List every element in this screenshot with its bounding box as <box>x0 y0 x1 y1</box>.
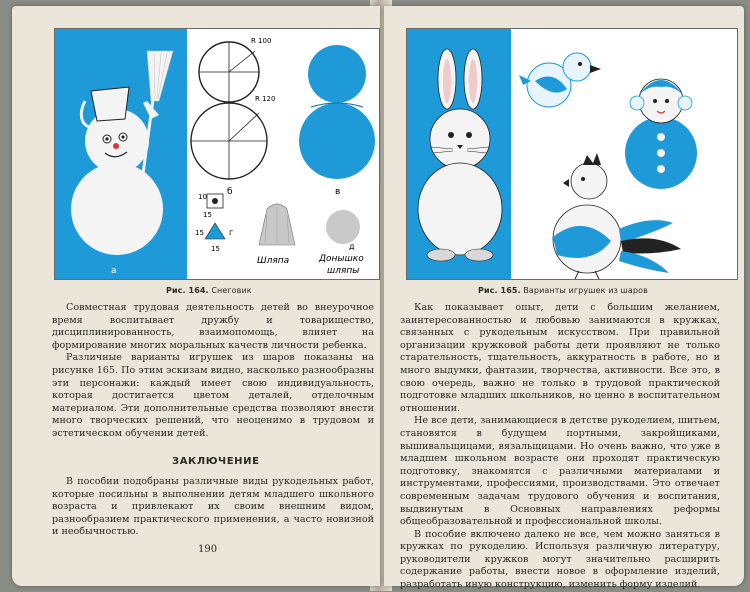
caption-number: Рис. 165. <box>478 286 521 295</box>
label-d: д <box>349 242 355 251</box>
figure-ball-toys <box>406 28 738 280</box>
figure-caption-164 <box>166 286 252 295</box>
left-page <box>12 6 380 586</box>
left-body-text <box>52 302 374 441</box>
label-a: а <box>111 266 117 276</box>
figure-caption-165 <box>478 286 648 295</box>
paragraph: Не все дети, занимающиеся в детстве рукоделием, шитьем, становятся в будущем портными, закройщиками, вышивальщицами, вязальщицами. Но очень важно, что уже в младшем школьном возрасте они проходят практическую подготовку, знакомятся с различными материалами и инструментами, профессиями, производствами. Это отвечает современным задачам трудового обучения и воспитания, выдвинутым в Основных направлениях реформы общеобразовательной и профессиональной школы. <box>400 415 720 528</box>
paragraph: В пособие включено далеко не все, чем можно заняться в кружках по рукоделию. Используя различную литературу, руководители кружков могут значительно расширить содержание работы, внести новое в оформление изделий, разработать иную конструкцию, изменить форму изделий. <box>400 528 720 591</box>
caption-text: Снеговик <box>211 286 252 295</box>
paragraph: Как показывает опыт, дети с большим желанием, заинтересованностью и любовью занимаются в кружках, связанных с рукодельным искусством. При правильной организации кружковой работы дети проявляют не только старательность, тщательность, аккуратность в работе, но и много выдумки, фантазии, творчества, активности. Все это, в свою очередь, важно не только в трудовой практической подготовке младших школьников, но ценно в воспитательном отношении. <box>400 302 720 414</box>
dim-15c: 15 <box>211 245 220 253</box>
label-r100: R 100 <box>251 37 272 45</box>
snowman-illustration <box>55 29 379 279</box>
label-hat: Шляпа <box>257 256 290 266</box>
dim-10: 10 <box>198 193 207 201</box>
label-v: в <box>335 187 341 197</box>
caption-number: Рис. 164. <box>166 286 209 295</box>
paragraph: Различные варианты игрушек из шаров показаны на рисунке 165. По этим эскизам видно, насколько разнообразны эти персонажи: каждый имеет свою индивидуальность, которая достигается цветом деталей, отделочным материалом. Эти дополнительные средства позволяют внести много творческих решений, что неоценимо в трудовом и эстетическом обучении детей. <box>52 352 374 439</box>
label-hat-bottom-1: Донышко <box>319 254 364 264</box>
dim-15a: 15 <box>203 211 212 219</box>
right-body-text <box>400 302 720 592</box>
caption-text: Варианты игрушек из шаров <box>523 286 648 295</box>
label-b: б <box>227 187 233 197</box>
right-page <box>384 6 744 591</box>
dim-15b: 15 <box>195 229 204 237</box>
page-number: 190 <box>198 544 218 555</box>
conclusion-text <box>52 476 374 539</box>
paragraph: В пособии подобраны различные виды рукодельных работ, которые посильны в выполнении детям младшего школьного возраста и привлекают их своим внешним видом, разнообразием практического применения, а часто новизной и необычностью. <box>52 476 374 538</box>
label-hat-bottom-2: шляпы <box>327 266 360 276</box>
section-heading: ЗАКЛЮЧЕНИЕ <box>172 456 260 467</box>
paragraph: Совместная трудовая деятельность детей во внеурочное время воспитывает дружбу и товарищество, дисциплинированность, взаимопомощь, влияет на формирование многих моральных качеств личности ребенка. <box>52 302 374 351</box>
figure-snowman <box>54 28 380 280</box>
ball-toys-illustration <box>407 29 737 279</box>
label-g: г <box>229 228 234 237</box>
label-r120: R 120 <box>255 95 276 103</box>
